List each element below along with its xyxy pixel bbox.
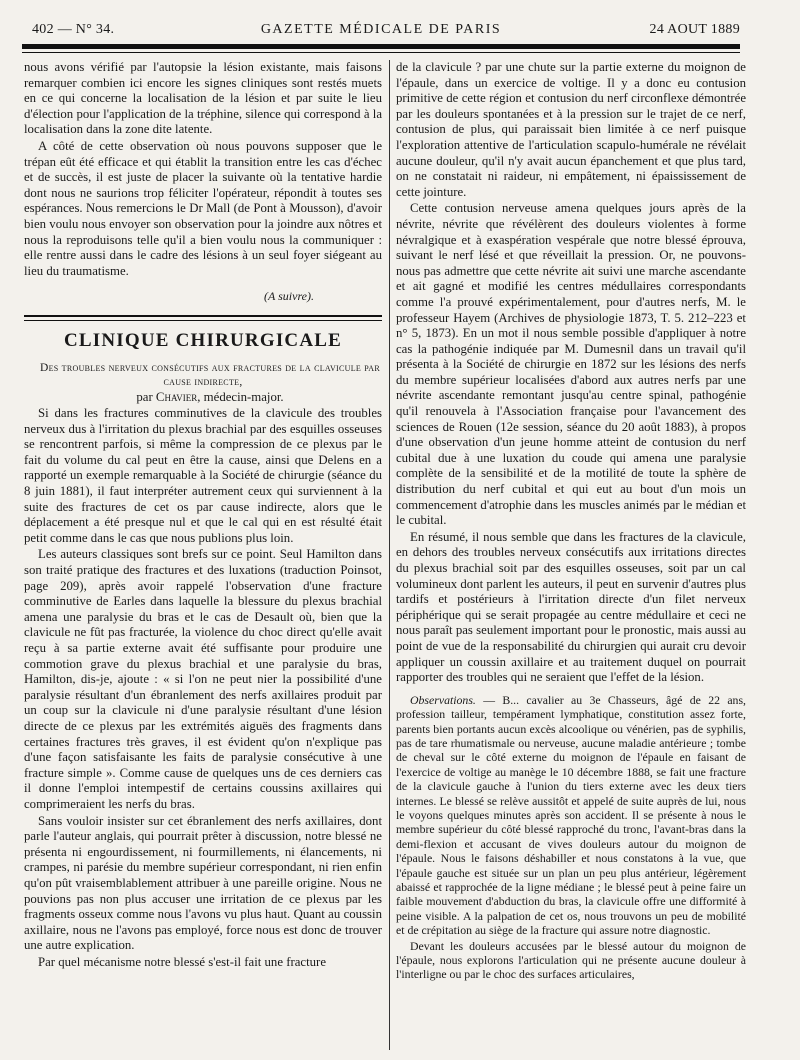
section-title: CLINIQUE CHIRURGICALE — [63, 329, 343, 351]
section-rule-thick — [24, 315, 382, 317]
article-paragraph: Les auteurs classiques sont brefs sur ce point. Seul Hamilton dans son traité pratique des fractures et des luxations (traduction Poinsot, page 209), après avoir rappelé l'observation d'une fracture comminutive de Earles dans laquelle la blessure du plexus brachial amena une paralysie du bras et le cas de Desault où, bien que la clavicule ne fût pas fracturée, la violence du choc direct qu'elle avait reçu à sa partie externe avait été suffisante pour produire une commotion grave du plexus brachial et une paralysie du bras, Hamilton, dis-je, ajoute : « si l'on ne peut nier la possibilité d'une paralysie résultant d'un ébranlement des nerfs axillaires produit par un coup sur la clavicule ni d'une paralysie résultant d'une lésion directe de ce plexus par les extrémités aiguës des fragments dans certaines fractures très graves, il est évident qu'on n'explique pas d'une façon satisfaisante les faits de paralysie consécutive à une fracture simple ». Comme cause de quelques uns de ces derniers cas il donne l'emploi intempestif de certains coussins axillaires qui comprimeraient les nerfs du bras. — [24, 547, 382, 811]
observation-paragraph: Devant les douleurs accusées par le blessé autour du moignon de l'épaule, nous explorons l'articulation qui ne présente aucune douleur à l'interligne ou par le choc des surfaces articulaires, — [396, 938, 746, 982]
byline-prefix: par — [136, 389, 156, 404]
page-number: 402 — N° 34. — [32, 22, 115, 37]
observations-label: Observations. — [410, 692, 476, 707]
article-paragraph: Si dans les fractures comminutives de la clavicule des troubles nerveux dus à l'irritation du plexus brachial par des esquilles osseuses se rencontrent parfois, si même la compression de ce plexus par le fait du volume du cal peut en être la cause, ainsi que Delens en a rapporté un exemple remarquable à la Société de chirurgie (séance du 8 juin 1881), il faut interpréter autrement ceux qui surviennent à la suite des fractures de cet os par cause indirecte, alors que le déplacement a été presque nul et que le cal qui en est résulté était petit comme dans le cas que nous publions plus loin. — [24, 406, 382, 545]
article-subtitle: Des troubles nerveux consécutifs aux fractures de la clavicule par cause indirecte, — [39, 361, 381, 388]
header-rule-thin — [22, 52, 740, 53]
byline-suffix: , médecin-major. — [197, 389, 284, 404]
column-divider — [389, 60, 390, 1050]
section-rule-thin — [24, 320, 382, 321]
article-paragraph: Cette contusion nerveuse amena quelques jours après de la névrite, névrite que révélèrent des douleurs violentes à forme névralgique et à exaspération vespérale que notre blessé éprouva, suivant le nerf lésé et que réveillait la pression. Or, ne pouvons-nous pas admettre que cette névrite ait suivi une marche ascendante et ait gagné et modifié les centres médullaires correspondants comme l'a prouvé expérimentalement, pour d'autres nerfs, M. le professeur Hayem (Archives de physiologie 1873, T. 5. 212–223 et n° 5, 1873). En un mot il nous semble possible d'appliquer à notre cas la pathogénie indiquée par M. Dumesnil dans un travail qu'il présenta à la Société de chirurgie en 1872 sur les lésions des nerfs du membre supérieur localisées d'abord aux autres nerfs par une névrite ascendante remontant jusqu'au centre spinal, pathogénie qu'il renouvela à l'Association française pour l'avancement des sciences de Rouen (12e session, séance du 20 août 1883), à propos d'une observation d'un jeune homme atteint de contusion du nerf cubital due à une luxation du coude qui amena une paralysie complète de la sensibilité et de la motilité de toute la sphère de distribution du nerf cubital et qui eut au bout d'un mois un commencement d'atrophie dans les muscles animés par le médian et le cubital. — [396, 201, 746, 528]
page-header — [22, 18, 740, 40]
article-paragraph: Par quel mécanisme notre blessé s'est-il fait une fracture — [38, 954, 326, 969]
article-paragraph: En résumé, il nous semble que dans les fractures de la clavicule, en dehors des troubles nerveux consécutifs aux irritations directes du plexus brachial soit par des esquilles osseuses, soit par un cal volumineux dont parlent les auteurs, il peut en survenir d'autres plus tardifs et postérieurs à l'irritation directe d'un filet nerveux périphérique qui se serait propagée au centre médullaire et ceci ne nous paraît pas seulement important pour le pronostic, mais aussi au point de vue de la responsabilité du chirurgien qui aurait cru devoir appliquer un coussin axillaire et au traitement duquel on pourrait rapporter des troubles qui ne seraient que l'effet de la lésion. — [396, 529, 746, 685]
continuation-paragraph: nous avons vérifié par l'autopsie la lésion existante, mais faisons remarquer combien ici encore les signes cliniques sont restés muets en ce qui concerne la localisation de la lésion et par suite le lieu d'élection pour l'application de la tréphine, silence qui correspond à la localisation dans la zone dite latente. — [24, 60, 382, 137]
header-rule-thick — [22, 44, 740, 49]
right-column — [396, 60, 746, 983]
issue-date: 24 AOUT 1889 — [649, 22, 740, 37]
journal-title: GAZETTE MÉDICALE DE PARIS — [260, 22, 502, 37]
article-byline — [24, 390, 382, 406]
to-be-continued: (A suivre). — [264, 289, 314, 304]
left-column — [24, 60, 382, 971]
observation-text: — B... cavalier au 3e Chasseurs, âgé de 22 ans, profession tailleur, tempérament lymphatique, constitution assez forte, parents bien portants aucun excès alcoolique ou vénérien, pas de syphilis, pas de tare rhumatismale ou nerveuse, aucune maladie antérieure ; tombe de cheval sur le côté externe du moignon de l'épaule en faisant de l'exercice de voltige au manège le 10 décembre 1888, se fait une fracture de la clavicule gauche à l'union du tiers externe avec les deux tiers internes. Le blessé se relève aussitôt et appelé de suite auprès de lui, nous le voyons quelques minutes après son accident. Il se présente à nous le membre supérieur du côté blessé rapproché du tronc, l'avant-bras dans la demi-flexion et accusant de vives douleurs autour du moignon de l'épaule. Nous le faisons déshabiller et nous constatons à la vue, que l'épaule gauche est située sur un plan un peu plus antérieur, légèrement abaissé et rapprochée de la ligne médiane ; le blessé peut à peine faire un faible mouvement d'abduction du bras, la clavicule offre une difformité à peine visible. A la palpation de cet os, nous trouvons un peu de mobilité et de crépitation au siège de la fracture qui assure notre diagnostic. — [396, 692, 746, 938]
author-name: Chavier — [155, 389, 198, 404]
article-paragraph: de la clavicule ? par une chute sur la partie externe du moignon de l'épaule, dans un exercice de voltige. Il y a donc eu contusion primitive de cette région et contusion du nerf circonflexe démontrée par les douleurs spontanées et à la pression sur le trajet de ce nerf, contusion de plus, qui paraissait bien limitée à ce nerf puisque l'exploration attentive de l'articulation scapulo-humérale ne révélait aucune douleur, qu'il n'y avait aucun épanchement et que plus tard, on ne constatait ni raideur, ni empâtement, ni épaississement de cette jointure. — [396, 60, 746, 199]
continuation-paragraph: A côté de cette observation où nous pouvons supposer que le trépan eût été efficace et qui établit la transition entre les cas d'échec et de succès, il est juste de placer la suivante où la tentative hardie dont nous ne saurions trop féliciter l'opérateur, répondit à toutes ses espérances. Nous remercions le Dr Mall (de Pont à Mousson), d'avoir bien voulu nous envoyer son observation pour la joindre aux nôtres et nous la reproduisons telle qu'il a bien voulu nous la communiquer : elle rentre aussi dans le cadre des lésions à un seul foyer siégeant au lieu du traumatisme. — [24, 138, 382, 278]
article-paragraph: Sans vouloir insister sur cet ébranlement des nerfs axillaires, dont parle l'auteur anglais, qui pourrait prêter à discussion, notre blessé ne présenta ni engourdissement, ni fourmillements, ni élancements, ni crampes, ni parésie du membre supérieur correspondant, ni rien enfin qu'on pût vraisemblablement attribuer à une pareille origine. Nous ne pouvions pas non plus accuser une irritation de ce plexus par les fragments osseux comme nous l'avons vu plus haut. Quant au coussin axillaire, nous ne l'avons pas employé, force nous est donc de trouver une autre explication. — [24, 813, 382, 953]
observation-paragraph — [396, 693, 746, 938]
